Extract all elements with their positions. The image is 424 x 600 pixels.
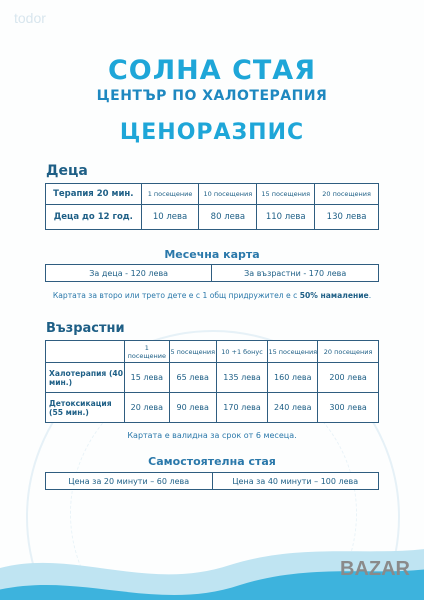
- monthly-adults-cell: За възрастни - 170 лева: [212, 265, 379, 282]
- table-header-cell: 10 посещения: [199, 184, 257, 205]
- table-header-cell: 5 посещения: [169, 341, 216, 363]
- table-cell: 240 лева: [268, 393, 318, 423]
- table-cell: 65 лева: [169, 363, 216, 393]
- table-header-cell: 20 посещения: [315, 184, 379, 205]
- table-cell: 90 лева: [169, 393, 216, 423]
- price-20-minutes-cell: Цена за 20 минути – 60 лева: [46, 473, 213, 490]
- table-cell: Детоксикация (55 мин.): [46, 393, 125, 423]
- brand-logo: BAZAR: [340, 558, 410, 580]
- table-header-cell: [46, 341, 125, 363]
- table-header-cell: 15 посещения: [257, 184, 315, 205]
- table-cell: 10 лева: [141, 205, 199, 230]
- table-cell: 300 лева: [318, 393, 379, 423]
- table-row: [46, 205, 379, 230]
- table-cell: 200 лева: [318, 363, 379, 393]
- monthly-note: [0, 291, 424, 300]
- standalone-room-title: Самостоятелна стая: [148, 455, 276, 468]
- table-row: [46, 341, 379, 363]
- table-row: [46, 473, 379, 490]
- table-row: [46, 265, 379, 282]
- standalone-room-table: [45, 472, 379, 490]
- monthly-note-text: Картата за второ или трето дете е с 1 общ придружител е с: [52, 291, 300, 300]
- monthly-card-title: Месечна карта: [164, 248, 260, 261]
- table-header-cell: Терапия 20 мин.: [46, 184, 142, 205]
- table-cell: Халотерапия (40 мин.): [46, 363, 125, 393]
- table-header-cell: 1 посещение: [124, 341, 169, 363]
- price-40-minutes-cell: Цена за 40 минути – 100 лева: [212, 473, 379, 490]
- adults-price-table: [45, 340, 379, 423]
- table-cell: 20 лева: [124, 393, 169, 423]
- table-cell: 170 лева: [216, 393, 268, 423]
- watermark-text: todor: [14, 10, 46, 26]
- adults-section-title: Възрастни: [46, 321, 125, 336]
- page-subtitle: ЦЕНТЪР ПО ХАЛОТЕРАПИЯ: [96, 88, 328, 104]
- price-list-heading: ЦЕНОРАЗПИС: [119, 120, 305, 145]
- page-title: СОЛНА СТАЯ: [107, 55, 316, 86]
- table-cell: 130 лева: [315, 205, 379, 230]
- table-row: [46, 363, 379, 393]
- table-header-cell: 15 посещения: [268, 341, 318, 363]
- monthly-kids-cell: За деца - 120 лева: [46, 265, 212, 282]
- table-cell: 110 лева: [257, 205, 315, 230]
- table-cell: 80 лева: [199, 205, 257, 230]
- monthly-note-end: .: [368, 291, 372, 300]
- table-row: [46, 393, 379, 423]
- table-cell: 135 лева: [216, 363, 268, 393]
- validity-note: Картата е валидна за срок от 6 месеца.: [127, 431, 297, 440]
- monthly-card-table: [45, 264, 379, 282]
- table-cell: 160 лева: [268, 363, 318, 393]
- discount-text: 50% намаление: [299, 291, 369, 300]
- table-cell: Деца до 12 год.: [46, 205, 142, 230]
- kids-section-title: Деца: [46, 163, 88, 179]
- kids-price-table: [45, 183, 379, 230]
- table-header-cell: 20 посещения: [318, 341, 379, 363]
- table-header-cell: 10 +1 бонус: [216, 341, 268, 363]
- table-row: [46, 184, 379, 205]
- table-cell: 15 лева: [124, 363, 169, 393]
- table-header-cell: 1 посещение: [141, 184, 199, 205]
